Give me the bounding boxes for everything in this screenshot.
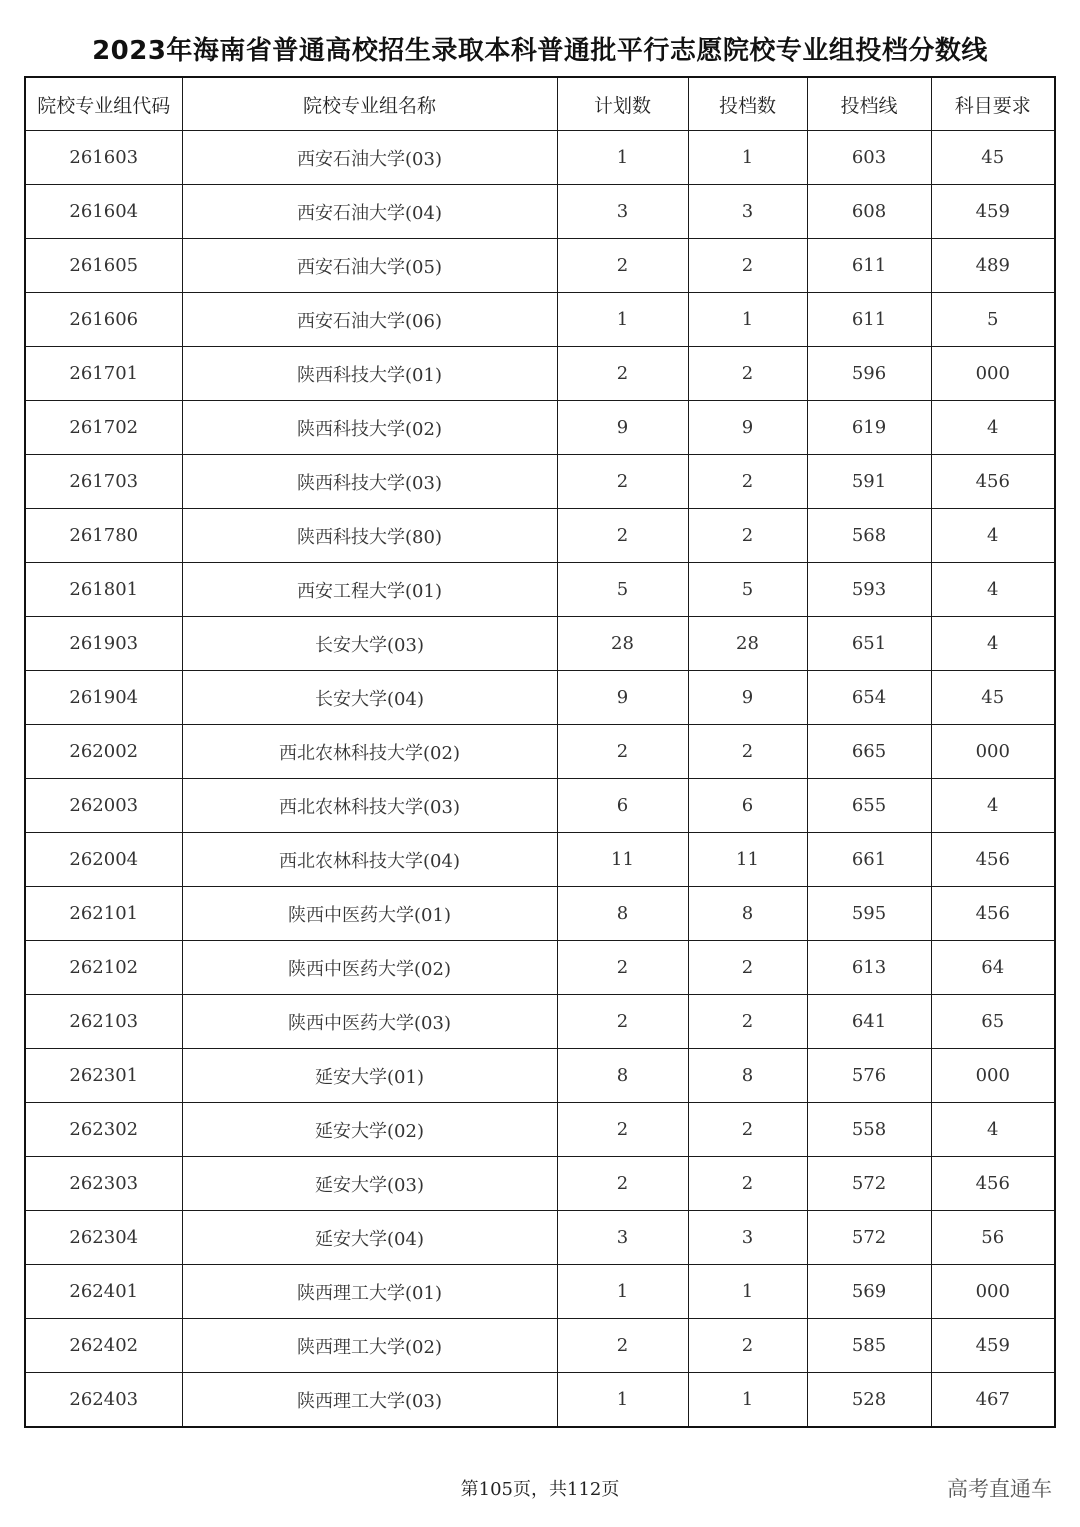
cell-subject-requirement: 000 [931, 725, 1055, 779]
cell-cutoff-score: 593 [807, 563, 931, 617]
table-body [25, 131, 1055, 1428]
cell-group-code: 262402 [25, 1319, 182, 1373]
table-row [25, 185, 1055, 239]
cell-subject-requirement: 4 [931, 779, 1055, 833]
cell-filed-count: 3 [688, 185, 807, 239]
cell-filed-count: 5 [688, 563, 807, 617]
cell-group-code: 261606 [25, 293, 182, 347]
table-row [25, 1103, 1055, 1157]
cell-cutoff-score: 641 [807, 995, 931, 1049]
cell-subject-requirement: 456 [931, 887, 1055, 941]
header-group-code: 院校专业组代码 [25, 77, 182, 131]
cell-cutoff-score: 608 [807, 185, 931, 239]
cell-cutoff-score: 665 [807, 725, 931, 779]
cell-group-code: 262002 [25, 725, 182, 779]
table-row [25, 833, 1055, 887]
cell-filed-count: 1 [688, 131, 807, 185]
cell-cutoff-score: 569 [807, 1265, 931, 1319]
cell-cutoff-score: 661 [807, 833, 931, 887]
cell-filed-count: 2 [688, 239, 807, 293]
table-row [25, 1157, 1055, 1211]
cell-cutoff-score: 654 [807, 671, 931, 725]
table-row [25, 725, 1055, 779]
cell-cutoff-score: 595 [807, 887, 931, 941]
cell-subject-requirement: 000 [931, 347, 1055, 401]
cell-group-name: 西北农林科技大学(03) [182, 779, 557, 833]
header-cutoff-score: 投档线 [807, 77, 931, 131]
cell-group-code: 262103 [25, 995, 182, 1049]
cell-subject-requirement: 4 [931, 617, 1055, 671]
cell-group-code: 262401 [25, 1265, 182, 1319]
table-row [25, 131, 1055, 185]
cell-plan-count: 8 [557, 887, 688, 941]
cell-subject-requirement: 459 [931, 185, 1055, 239]
cell-filed-count: 3 [688, 1211, 807, 1265]
header-plan-count: 计划数 [557, 77, 688, 131]
cell-subject-requirement: 4 [931, 1103, 1055, 1157]
cell-plan-count: 9 [557, 401, 688, 455]
table-row [25, 995, 1055, 1049]
cell-group-name: 延安大学(01) [182, 1049, 557, 1103]
cell-subject-requirement: 456 [931, 455, 1055, 509]
cell-plan-count: 2 [557, 995, 688, 1049]
cell-plan-count: 28 [557, 617, 688, 671]
cell-subject-requirement: 5 [931, 293, 1055, 347]
cell-group-name: 延安大学(02) [182, 1103, 557, 1157]
cell-filed-count: 2 [688, 995, 807, 1049]
table-row [25, 671, 1055, 725]
cell-group-name: 长安大学(04) [182, 671, 557, 725]
cell-cutoff-score: 591 [807, 455, 931, 509]
cell-filed-count: 1 [688, 1373, 807, 1428]
cell-group-name: 西北农林科技大学(04) [182, 833, 557, 887]
cell-group-code: 262302 [25, 1103, 182, 1157]
table-row [25, 1319, 1055, 1373]
cell-filed-count: 2 [688, 1319, 807, 1373]
cell-filed-count: 2 [688, 941, 807, 995]
cell-plan-count: 2 [557, 239, 688, 293]
cell-group-code: 262403 [25, 1373, 182, 1428]
cell-group-name: 陕西中医药大学(02) [182, 941, 557, 995]
cell-group-name: 陕西理工大学(01) [182, 1265, 557, 1319]
table-header [25, 77, 1055, 131]
cell-plan-count: 8 [557, 1049, 688, 1103]
cell-filed-count: 28 [688, 617, 807, 671]
cell-filed-count: 6 [688, 779, 807, 833]
cell-group-code: 261780 [25, 509, 182, 563]
cell-cutoff-score: 611 [807, 293, 931, 347]
cell-group-code: 261801 [25, 563, 182, 617]
cell-filed-count: 2 [688, 1103, 807, 1157]
cell-cutoff-score: 603 [807, 131, 931, 185]
table-row [25, 887, 1055, 941]
cell-group-code: 261903 [25, 617, 182, 671]
cell-filed-count: 2 [688, 347, 807, 401]
header-filed-count: 投档数 [688, 77, 807, 131]
cell-cutoff-score: 568 [807, 509, 931, 563]
cell-group-code: 262102 [25, 941, 182, 995]
cell-subject-requirement: 456 [931, 1157, 1055, 1211]
table-row [25, 1265, 1055, 1319]
cell-group-name: 西安石油大学(06) [182, 293, 557, 347]
cell-group-code: 262304 [25, 1211, 182, 1265]
cell-group-name: 西安石油大学(04) [182, 185, 557, 239]
table-row [25, 1211, 1055, 1265]
cell-subject-requirement: 000 [931, 1049, 1055, 1103]
table-row [25, 779, 1055, 833]
watermark-text: 高考直通车 [947, 1477, 1052, 1501]
cell-plan-count: 2 [557, 455, 688, 509]
cell-plan-count: 1 [557, 1265, 688, 1319]
cell-group-code: 262301 [25, 1049, 182, 1103]
table-header-row [25, 77, 1055, 131]
admission-score-table [24, 76, 1056, 1428]
cell-plan-count: 2 [557, 1319, 688, 1373]
cell-cutoff-score: 585 [807, 1319, 931, 1373]
cell-subject-requirement: 000 [931, 1265, 1055, 1319]
cell-group-name: 陕西科技大学(01) [182, 347, 557, 401]
table-row [25, 239, 1055, 293]
cell-cutoff-score: 572 [807, 1211, 931, 1265]
cell-group-code: 262303 [25, 1157, 182, 1211]
cell-filed-count: 8 [688, 887, 807, 941]
header-subject-requirement: 科目要求 [931, 77, 1055, 131]
cell-group-code: 261702 [25, 401, 182, 455]
cell-plan-count: 2 [557, 941, 688, 995]
table-row [25, 941, 1055, 995]
cell-plan-count: 3 [557, 1211, 688, 1265]
cell-plan-count: 9 [557, 671, 688, 725]
cell-group-code: 262101 [25, 887, 182, 941]
cell-subject-requirement: 467 [931, 1373, 1055, 1428]
cell-group-name: 延安大学(03) [182, 1157, 557, 1211]
cell-group-name: 陕西中医药大学(01) [182, 887, 557, 941]
cell-subject-requirement: 4 [931, 401, 1055, 455]
cell-subject-requirement: 4 [931, 563, 1055, 617]
cell-group-code: 261603 [25, 131, 182, 185]
cell-group-name: 延安大学(04) [182, 1211, 557, 1265]
cell-plan-count: 11 [557, 833, 688, 887]
table-row [25, 455, 1055, 509]
cell-group-name: 陕西中医药大学(03) [182, 995, 557, 1049]
table-row [25, 1373, 1055, 1428]
cell-subject-requirement: 64 [931, 941, 1055, 995]
cell-group-code: 262004 [25, 833, 182, 887]
cell-filed-count: 11 [688, 833, 807, 887]
table-row [25, 1049, 1055, 1103]
cell-cutoff-score: 528 [807, 1373, 931, 1428]
table-row [25, 401, 1055, 455]
cell-subject-requirement: 4 [931, 509, 1055, 563]
header-group-name: 院校专业组名称 [182, 77, 557, 131]
cell-group-code: 261604 [25, 185, 182, 239]
cell-cutoff-score: 558 [807, 1103, 931, 1157]
cell-cutoff-score: 576 [807, 1049, 931, 1103]
cell-group-name: 西安石油大学(03) [182, 131, 557, 185]
cell-plan-count: 2 [557, 509, 688, 563]
cell-group-name: 陕西科技大学(03) [182, 455, 557, 509]
cell-group-name: 长安大学(03) [182, 617, 557, 671]
cell-subject-requirement: 489 [931, 239, 1055, 293]
cell-plan-count: 6 [557, 779, 688, 833]
cell-filed-count: 2 [688, 509, 807, 563]
cell-group-code: 261701 [25, 347, 182, 401]
cell-plan-count: 2 [557, 1157, 688, 1211]
cell-subject-requirement: 456 [931, 833, 1055, 887]
cell-filed-count: 1 [688, 293, 807, 347]
table-row [25, 617, 1055, 671]
table-row [25, 347, 1055, 401]
table-row [25, 509, 1055, 563]
cell-subject-requirement: 65 [931, 995, 1055, 1049]
cell-group-name: 陕西科技大学(02) [182, 401, 557, 455]
cell-filed-count: 9 [688, 401, 807, 455]
cell-plan-count: 2 [557, 347, 688, 401]
cell-filed-count: 2 [688, 725, 807, 779]
table-row [25, 563, 1055, 617]
cell-subject-requirement: 459 [931, 1319, 1055, 1373]
cell-cutoff-score: 655 [807, 779, 931, 833]
cell-plan-count: 1 [557, 293, 688, 347]
cell-plan-count: 2 [557, 725, 688, 779]
cell-cutoff-score: 611 [807, 239, 931, 293]
page-title: 2023年海南省普通高校招生录取本科普通批平行志愿院校专业组投档分数线 [92, 36, 988, 66]
cell-group-name: 陕西理工大学(02) [182, 1319, 557, 1373]
cell-cutoff-score: 596 [807, 347, 931, 401]
cell-cutoff-score: 572 [807, 1157, 931, 1211]
cell-filed-count: 2 [688, 1157, 807, 1211]
cell-filed-count: 2 [688, 455, 807, 509]
cell-subject-requirement: 56 [931, 1211, 1055, 1265]
cell-group-name: 西北农林科技大学(02) [182, 725, 557, 779]
cell-plan-count: 3 [557, 185, 688, 239]
cell-plan-count: 5 [557, 563, 688, 617]
cell-group-code: 261904 [25, 671, 182, 725]
cell-group-name: 陕西理工大学(03) [182, 1373, 557, 1428]
cell-group-name: 西安石油大学(05) [182, 239, 557, 293]
cell-group-name: 西安工程大学(01) [182, 563, 557, 617]
cell-subject-requirement: 45 [931, 671, 1055, 725]
cell-group-code: 261703 [25, 455, 182, 509]
cell-plan-count: 1 [557, 131, 688, 185]
cell-filed-count: 1 [688, 1265, 807, 1319]
page-number: 第105页，共112页 [460, 1479, 620, 1500]
cell-group-name: 陕西科技大学(80) [182, 509, 557, 563]
cell-filed-count: 9 [688, 671, 807, 725]
cell-cutoff-score: 651 [807, 617, 931, 671]
cell-plan-count: 2 [557, 1103, 688, 1157]
table-row [25, 293, 1055, 347]
cell-subject-requirement: 45 [931, 131, 1055, 185]
cell-cutoff-score: 613 [807, 941, 931, 995]
cell-plan-count: 1 [557, 1373, 688, 1428]
cell-group-code: 261605 [25, 239, 182, 293]
cell-filed-count: 8 [688, 1049, 807, 1103]
cell-cutoff-score: 619 [807, 401, 931, 455]
cell-group-code: 262003 [25, 779, 182, 833]
